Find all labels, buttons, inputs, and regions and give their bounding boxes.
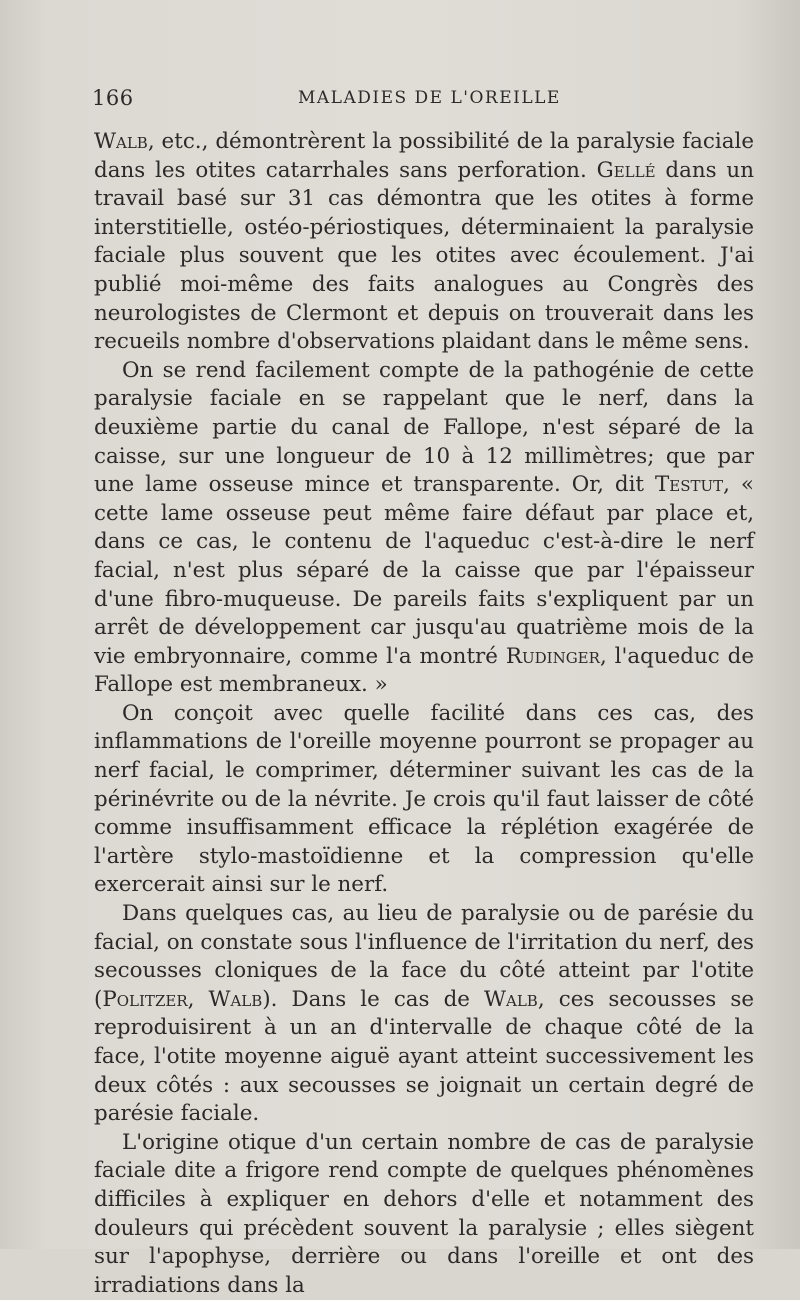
- text-run: Dans quelques cas, au lieu de paralysie ou de parésie du facial, on constate sous l'influence de l'irritation du nerf, des secousses cloniques de la face du côté atteint par l'otite (: [94, 901, 754, 1012]
- running-title: MALADIES DE L'OREILLE: [298, 88, 561, 108]
- text-run: L'origine otique d'un certain nombre de cas de paralysie faciale dite a frigore rend compte de quelques phénomènes difficiles à expliquer en dehors d'elle et notamment des douleurs qui précèdent souvent la paralysie ; elles siègent sur l'apophyse, derrière ou dans l'oreille et ont des irradiations dans la: [94, 1129, 754, 1298]
- author-name: Gellé: [596, 157, 656, 183]
- page-header: [92, 86, 752, 116]
- author-name: Testut: [654, 472, 724, 498]
- text-run: On se rend facilement compte de la pathogénie de cette paralysie faciale en se rappelant que le nerf, dans la deuxième partie du canal de Fallope, n'est séparé de la caisse, sur une longueur de 10 à 12 millimètres; que par une lame osseuse mince et transparente. Or, dit: [94, 357, 754, 498]
- paragraph-4: [94, 900, 754, 1129]
- author-name: Walb: [208, 986, 263, 1012]
- page-number: 166: [92, 86, 134, 110]
- author-name: Politzer: [102, 986, 188, 1012]
- author-name: Walb: [484, 986, 538, 1012]
- text-run: On conçoit avec quelle facilité dans ces cas, des inflammations de l'oreille moyenne pourront se propager au nerf facial, le comprimer, déterminer suivant les cas de la périnévrite ou de la névrite. Je crois qu'il faut laisser de côté comme insuffisamment efficace la réplétion exagérée de l'artère stylo-mastoïdienne et la compression qu'elle exercerait ainsi sur le nerf.: [94, 700, 754, 898]
- paragraph-3: [94, 700, 754, 900]
- paragraph-2: [94, 357, 754, 700]
- body-text: [94, 128, 754, 1300]
- author-name: Rudinger: [505, 643, 600, 669]
- text-run: , l'aqueduc de Fallope est membraneux. »: [94, 643, 754, 698]
- paragraph-5: [94, 1129, 754, 1300]
- text-run: ). Dans le cas de: [262, 986, 485, 1012]
- text-run: dans un travail basé sur 31 cas démontra que les otites à forme interstitielle, ostéo-périostiques, déterminaient la paralysie faciale plus souvent que les otites avec écoulement. J'ai publié moi-même des faits analogues au Congrès des neurologistes de Clermont et depuis on trouverait dans les recueils nombre d'observations plaidant dans le même sens.: [94, 157, 754, 355]
- text-run: , ces secousses se reproduisirent à un an d'intervalle de chaque côté de la face, l'otite moyenne aiguë ayant atteint successivement les deux côtés : aux secousses se joignait un certain degré de parésie faciale.: [94, 986, 754, 1127]
- text-run: , « cette lame osseuse peut même faire défaut par place et, dans ce cas, le contenu de l'aqueduc c'est-à-dire le nerf facial, n'est plus séparé de la caisse que par l'épaisseur d'une fibro-muqueuse. De pareils faits s'expliquent par un arrêt de développement car jusqu'au quatrième mois de la vie embryonnaire, comme l'a montré: [94, 472, 754, 669]
- text-run: , etc., démontrèrent la possibilité de la paralysie faciale dans les otites catarrhales sans perforation.: [94, 129, 754, 183]
- text-run: ,: [187, 986, 209, 1012]
- author-name: Walb: [94, 129, 148, 154]
- paragraph-1: [94, 128, 754, 357]
